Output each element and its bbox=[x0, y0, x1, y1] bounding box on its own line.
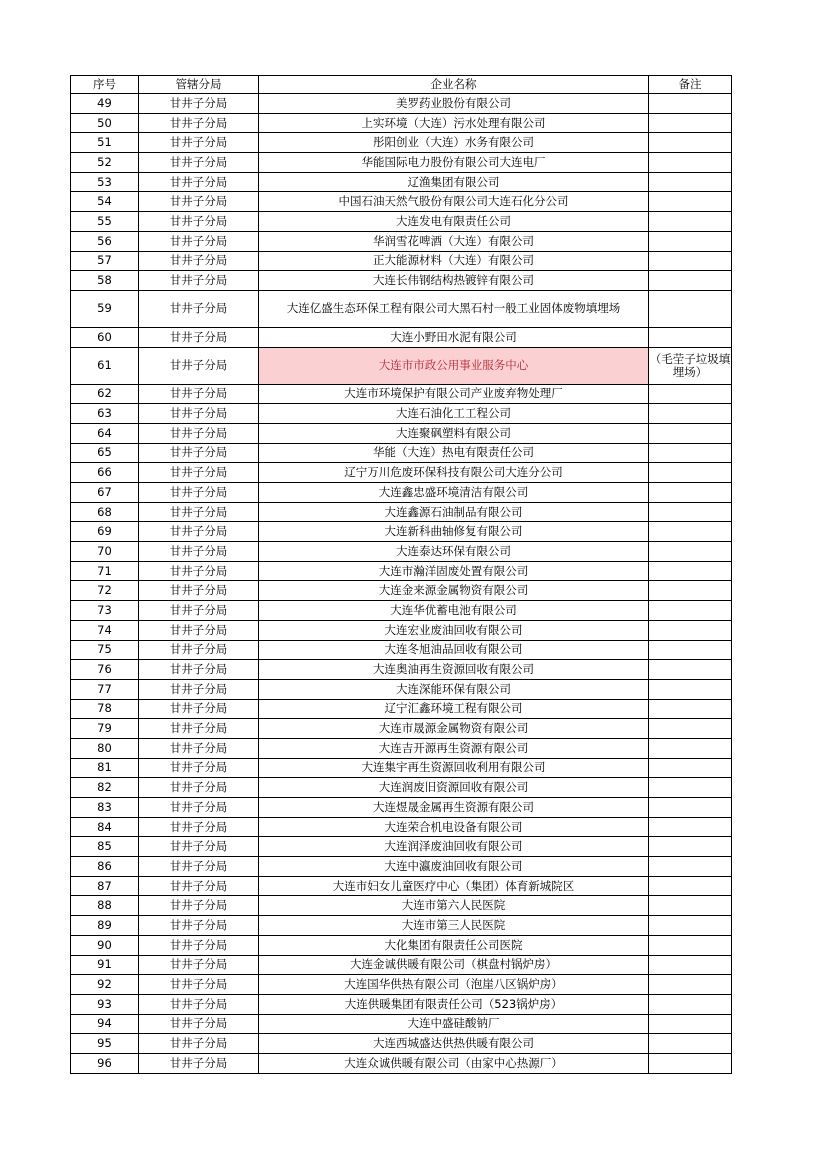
row-name: 大连冬旭油品回收有限公司 bbox=[259, 640, 649, 660]
row-note: （毛茔子垃圾填埋场） bbox=[649, 347, 732, 384]
table-row bbox=[71, 251, 732, 271]
enterprise-table bbox=[70, 75, 732, 1074]
row-note bbox=[649, 994, 732, 1014]
row-name: 大连吉开源再生资源有限公司 bbox=[259, 738, 649, 758]
row-bureau: 甘井子分局 bbox=[139, 94, 259, 114]
table-row bbox=[71, 876, 732, 896]
table-row bbox=[71, 955, 732, 975]
row-bureau: 甘井子分局 bbox=[139, 758, 259, 778]
table-row bbox=[71, 1053, 732, 1073]
table-row bbox=[71, 542, 732, 562]
table-row bbox=[71, 463, 732, 483]
row-no: 76 bbox=[71, 660, 139, 680]
row-bureau: 甘井子分局 bbox=[139, 290, 259, 327]
row-bureau: 甘井子分局 bbox=[139, 172, 259, 192]
row-name: 大连市妇女儿童医疗中心（集团）体育新城院区 bbox=[259, 876, 649, 896]
row-note bbox=[649, 212, 732, 232]
row-no: 49 bbox=[71, 94, 139, 114]
row-bureau: 甘井子分局 bbox=[139, 1053, 259, 1073]
table-row bbox=[71, 113, 732, 133]
row-no: 54 bbox=[71, 192, 139, 212]
table-row bbox=[71, 347, 732, 384]
row-name: 大连供暖集团有限责任公司（523锅炉房） bbox=[259, 994, 649, 1014]
row-no: 51 bbox=[71, 133, 139, 153]
row-no: 56 bbox=[71, 231, 139, 251]
row-note bbox=[649, 857, 732, 877]
row-bureau: 甘井子分局 bbox=[139, 153, 259, 173]
row-no: 61 bbox=[71, 347, 139, 384]
row-note bbox=[649, 522, 732, 542]
table-row bbox=[71, 384, 732, 404]
row-no: 94 bbox=[71, 1014, 139, 1034]
row-name: 中国石油天然气股份有限公司大连石化分公司 bbox=[259, 192, 649, 212]
row-note bbox=[649, 172, 732, 192]
table-row bbox=[71, 561, 732, 581]
table-row bbox=[71, 581, 732, 601]
row-no: 57 bbox=[71, 251, 139, 271]
row-note bbox=[649, 271, 732, 291]
row-bureau: 甘井子分局 bbox=[139, 542, 259, 562]
row-bureau: 甘井子分局 bbox=[139, 192, 259, 212]
row-note bbox=[649, 660, 732, 680]
row-bureau: 甘井子分局 bbox=[139, 660, 259, 680]
row-bureau: 甘井子分局 bbox=[139, 581, 259, 601]
row-bureau: 甘井子分局 bbox=[139, 561, 259, 581]
row-note bbox=[649, 483, 732, 503]
row-name: 大连泰达环保有限公司 bbox=[259, 542, 649, 562]
table-row bbox=[71, 660, 732, 680]
row-name: 彤阳创业（大连）水务有限公司 bbox=[259, 133, 649, 153]
row-no: 60 bbox=[71, 327, 139, 347]
table-row bbox=[71, 153, 732, 173]
row-no: 73 bbox=[71, 601, 139, 621]
row-name: 大连润废旧资源回收有限公司 bbox=[259, 778, 649, 798]
row-name: 大连华优蓄电池有限公司 bbox=[259, 601, 649, 621]
table-row bbox=[71, 271, 732, 291]
table-row bbox=[71, 699, 732, 719]
row-bureau: 甘井子分局 bbox=[139, 719, 259, 739]
row-name: 大连新科曲轴修复有限公司 bbox=[259, 522, 649, 542]
table-body bbox=[71, 76, 732, 1074]
table-row bbox=[71, 290, 732, 327]
row-name: 大连石油化工工程公司 bbox=[259, 404, 649, 424]
row-bureau: 甘井子分局 bbox=[139, 133, 259, 153]
table-row bbox=[71, 327, 732, 347]
row-bureau: 甘井子分局 bbox=[139, 113, 259, 133]
row-name: 大连国华供热有限公司（泡崖八区锅炉房） bbox=[259, 975, 649, 995]
row-no: 80 bbox=[71, 738, 139, 758]
row-note bbox=[649, 758, 732, 778]
row-name: 大化集团有限责任公司医院 bbox=[259, 935, 649, 955]
row-bureau: 甘井子分局 bbox=[139, 347, 259, 384]
table-row bbox=[71, 994, 732, 1014]
row-note bbox=[649, 192, 732, 212]
row-note bbox=[649, 133, 732, 153]
row-no: 81 bbox=[71, 758, 139, 778]
row-bureau: 甘井子分局 bbox=[139, 699, 259, 719]
row-name: 大连煜晟金属再生资源有限公司 bbox=[259, 798, 649, 818]
table-row bbox=[71, 522, 732, 542]
row-no: 67 bbox=[71, 483, 139, 503]
row-name: 大连发电有限责任公司 bbox=[259, 212, 649, 232]
row-note bbox=[649, 423, 732, 443]
table-row bbox=[71, 798, 732, 818]
row-name: 大连市市政公用事业服务中心 bbox=[259, 347, 649, 384]
row-no: 72 bbox=[71, 581, 139, 601]
row-note bbox=[649, 876, 732, 896]
row-note bbox=[649, 581, 732, 601]
row-no: 74 bbox=[71, 620, 139, 640]
row-no: 83 bbox=[71, 798, 139, 818]
row-note bbox=[649, 935, 732, 955]
table-row bbox=[71, 975, 732, 995]
table-row bbox=[71, 778, 732, 798]
row-no: 79 bbox=[71, 719, 139, 739]
row-note bbox=[649, 738, 732, 758]
row-name: 大连集宇再生资源回收利用有限公司 bbox=[259, 758, 649, 778]
row-bureau: 甘井子分局 bbox=[139, 463, 259, 483]
row-note bbox=[649, 1053, 732, 1073]
row-name: 大连金诚供暖有限公司（棋盘村锅炉房） bbox=[259, 955, 649, 975]
row-no: 59 bbox=[71, 290, 139, 327]
row-bureau: 甘井子分局 bbox=[139, 620, 259, 640]
row-no: 89 bbox=[71, 916, 139, 936]
row-bureau: 甘井子分局 bbox=[139, 212, 259, 232]
table-row bbox=[71, 817, 732, 837]
row-note bbox=[649, 94, 732, 114]
row-bureau: 甘井子分局 bbox=[139, 935, 259, 955]
row-bureau: 甘井子分局 bbox=[139, 423, 259, 443]
row-bureau: 甘井子分局 bbox=[139, 640, 259, 660]
row-no: 63 bbox=[71, 404, 139, 424]
row-note bbox=[649, 542, 732, 562]
row-no: 64 bbox=[71, 423, 139, 443]
table-row bbox=[71, 1034, 732, 1054]
row-note bbox=[649, 975, 732, 995]
row-note bbox=[649, 916, 732, 936]
row-name: 上实环境（大连）污水处理有限公司 bbox=[259, 113, 649, 133]
row-no: 66 bbox=[71, 463, 139, 483]
row-bureau: 甘井子分局 bbox=[139, 1014, 259, 1034]
row-bureau: 甘井子分局 bbox=[139, 483, 259, 503]
row-name: 大连市瀚洋固废处置有限公司 bbox=[259, 561, 649, 581]
row-bureau: 甘井子分局 bbox=[139, 876, 259, 896]
row-bureau: 甘井子分局 bbox=[139, 404, 259, 424]
row-name: 大连中盛硅酸钠厂 bbox=[259, 1014, 649, 1034]
row-name: 大连长伟钢结构热镀锌有限公司 bbox=[259, 271, 649, 291]
row-note bbox=[649, 620, 732, 640]
row-bureau: 甘井子分局 bbox=[139, 994, 259, 1014]
table-row bbox=[71, 837, 732, 857]
table-row bbox=[71, 502, 732, 522]
row-no: 68 bbox=[71, 502, 139, 522]
row-bureau: 甘井子分局 bbox=[139, 896, 259, 916]
row-bureau: 甘井子分局 bbox=[139, 916, 259, 936]
row-no: 77 bbox=[71, 679, 139, 699]
header-note: 备注 bbox=[649, 76, 732, 94]
row-bureau: 甘井子分局 bbox=[139, 679, 259, 699]
table-row bbox=[71, 443, 732, 463]
row-no: 93 bbox=[71, 994, 139, 1014]
table-row bbox=[71, 212, 732, 232]
table-row bbox=[71, 94, 732, 114]
row-note bbox=[649, 327, 732, 347]
row-note bbox=[649, 817, 732, 837]
row-name: 辽宁万川危废环保科技有限公司大连分公司 bbox=[259, 463, 649, 483]
row-bureau: 甘井子分局 bbox=[139, 327, 259, 347]
row-note bbox=[649, 153, 732, 173]
row-no: 75 bbox=[71, 640, 139, 660]
table-row bbox=[71, 758, 732, 778]
row-name: 大连润泽废油回收有限公司 bbox=[259, 837, 649, 857]
row-bureau: 甘井子分局 bbox=[139, 443, 259, 463]
row-note bbox=[649, 601, 732, 621]
row-name: 大连奥油再生资源回收有限公司 bbox=[259, 660, 649, 680]
row-note bbox=[649, 404, 732, 424]
row-note bbox=[649, 443, 732, 463]
table-row bbox=[71, 1014, 732, 1034]
row-name: 华能（大连）热电有限责任公司 bbox=[259, 443, 649, 463]
row-note bbox=[649, 502, 732, 522]
row-bureau: 甘井子分局 bbox=[139, 502, 259, 522]
table-row bbox=[71, 231, 732, 251]
row-no: 55 bbox=[71, 212, 139, 232]
row-note bbox=[649, 778, 732, 798]
row-note bbox=[649, 1034, 732, 1054]
table-row bbox=[71, 133, 732, 153]
row-no: 58 bbox=[71, 271, 139, 291]
row-no: 52 bbox=[71, 153, 139, 173]
row-note bbox=[649, 679, 732, 699]
row-note bbox=[649, 640, 732, 660]
row-note bbox=[649, 719, 732, 739]
row-bureau: 甘井子分局 bbox=[139, 798, 259, 818]
header-bureau: 管辖分局 bbox=[139, 76, 259, 94]
row-name: 大连鑫源石油制品有限公司 bbox=[259, 502, 649, 522]
row-no: 70 bbox=[71, 542, 139, 562]
row-note bbox=[649, 231, 732, 251]
row-no: 50 bbox=[71, 113, 139, 133]
row-name: 大连西城盛达供热供暖有限公司 bbox=[259, 1034, 649, 1054]
row-no: 53 bbox=[71, 172, 139, 192]
row-name: 美罗药业股份有限公司 bbox=[259, 94, 649, 114]
table-row bbox=[71, 679, 732, 699]
row-no: 82 bbox=[71, 778, 139, 798]
table-row bbox=[71, 483, 732, 503]
table-row bbox=[71, 620, 732, 640]
row-name: 大连鑫忠盛环境清洁有限公司 bbox=[259, 483, 649, 503]
table-row bbox=[71, 172, 732, 192]
row-no: 86 bbox=[71, 857, 139, 877]
row-note bbox=[649, 798, 732, 818]
row-no: 92 bbox=[71, 975, 139, 995]
row-note bbox=[649, 699, 732, 719]
row-note bbox=[649, 561, 732, 581]
row-note bbox=[649, 290, 732, 327]
row-bureau: 甘井子分局 bbox=[139, 271, 259, 291]
row-bureau: 甘井子分局 bbox=[139, 778, 259, 798]
table-row bbox=[71, 916, 732, 936]
row-name: 大连市环境保护有限公司产业废弃物处理厂 bbox=[259, 384, 649, 404]
row-name: 大连聚砜塑料有限公司 bbox=[259, 423, 649, 443]
table-row bbox=[71, 738, 732, 758]
row-name: 正大能源材料（大连）有限公司 bbox=[259, 251, 649, 271]
row-bureau: 甘井子分局 bbox=[139, 955, 259, 975]
row-no: 87 bbox=[71, 876, 139, 896]
row-note bbox=[649, 955, 732, 975]
row-note bbox=[649, 251, 732, 271]
table-row bbox=[71, 192, 732, 212]
table-row bbox=[71, 423, 732, 443]
row-name: 华润雪花啤酒（大连）有限公司 bbox=[259, 231, 649, 251]
row-name: 大连金来源金属物资有限公司 bbox=[259, 581, 649, 601]
table-row bbox=[71, 640, 732, 660]
row-note bbox=[649, 837, 732, 857]
row-name: 大连亿盛生态环保工程有限公司大黑石村一般工业固体废物填埋场 bbox=[259, 290, 649, 327]
table-row bbox=[71, 404, 732, 424]
row-note bbox=[649, 896, 732, 916]
table-row bbox=[71, 601, 732, 621]
table-row bbox=[71, 935, 732, 955]
table-row bbox=[71, 719, 732, 739]
row-name: 大连市第六人民医院 bbox=[259, 896, 649, 916]
row-bureau: 甘井子分局 bbox=[139, 231, 259, 251]
row-note bbox=[649, 463, 732, 483]
row-note bbox=[649, 384, 732, 404]
row-name: 华能国际电力股份有限公司大连电厂 bbox=[259, 153, 649, 173]
row-name: 大连荣合机电设备有限公司 bbox=[259, 817, 649, 837]
row-no: 84 bbox=[71, 817, 139, 837]
row-bureau: 甘井子分局 bbox=[139, 1034, 259, 1054]
row-name: 大连小野田水泥有限公司 bbox=[259, 327, 649, 347]
row-bureau: 甘井子分局 bbox=[139, 738, 259, 758]
row-no: 69 bbox=[71, 522, 139, 542]
row-no: 96 bbox=[71, 1053, 139, 1073]
header-row bbox=[71, 76, 732, 94]
row-bureau: 甘井子分局 bbox=[139, 384, 259, 404]
row-no: 85 bbox=[71, 837, 139, 857]
row-bureau: 甘井子分局 bbox=[139, 251, 259, 271]
row-bureau: 甘井子分局 bbox=[139, 522, 259, 542]
row-bureau: 甘井子分局 bbox=[139, 601, 259, 621]
row-name: 大连中瀛废油回收有限公司 bbox=[259, 857, 649, 877]
row-no: 62 bbox=[71, 384, 139, 404]
row-name: 大连深能环保有限公司 bbox=[259, 679, 649, 699]
header-no: 序号 bbox=[71, 76, 139, 94]
header-name: 企业名称 bbox=[259, 76, 649, 94]
row-note bbox=[649, 1014, 732, 1034]
row-name: 辽渔集团有限公司 bbox=[259, 172, 649, 192]
row-no: 65 bbox=[71, 443, 139, 463]
row-note bbox=[649, 113, 732, 133]
table-row bbox=[71, 896, 732, 916]
row-no: 91 bbox=[71, 955, 139, 975]
row-bureau: 甘井子分局 bbox=[139, 817, 259, 837]
row-name: 辽宁汇鑫环境工程有限公司 bbox=[259, 699, 649, 719]
row-bureau: 甘井子分局 bbox=[139, 837, 259, 857]
row-name: 大连众诚供暖有限公司（由家中心热源厂） bbox=[259, 1053, 649, 1073]
row-no: 78 bbox=[71, 699, 139, 719]
row-bureau: 甘井子分局 bbox=[139, 975, 259, 995]
row-name: 大连市晟源金属物资有限公司 bbox=[259, 719, 649, 739]
table-row bbox=[71, 857, 732, 877]
row-no: 71 bbox=[71, 561, 139, 581]
row-no: 95 bbox=[71, 1034, 139, 1054]
row-name: 大连宏业废油回收有限公司 bbox=[259, 620, 649, 640]
row-name: 大连市第三人民医院 bbox=[259, 916, 649, 936]
row-no: 88 bbox=[71, 896, 139, 916]
row-no: 90 bbox=[71, 935, 139, 955]
row-bureau: 甘井子分局 bbox=[139, 857, 259, 877]
